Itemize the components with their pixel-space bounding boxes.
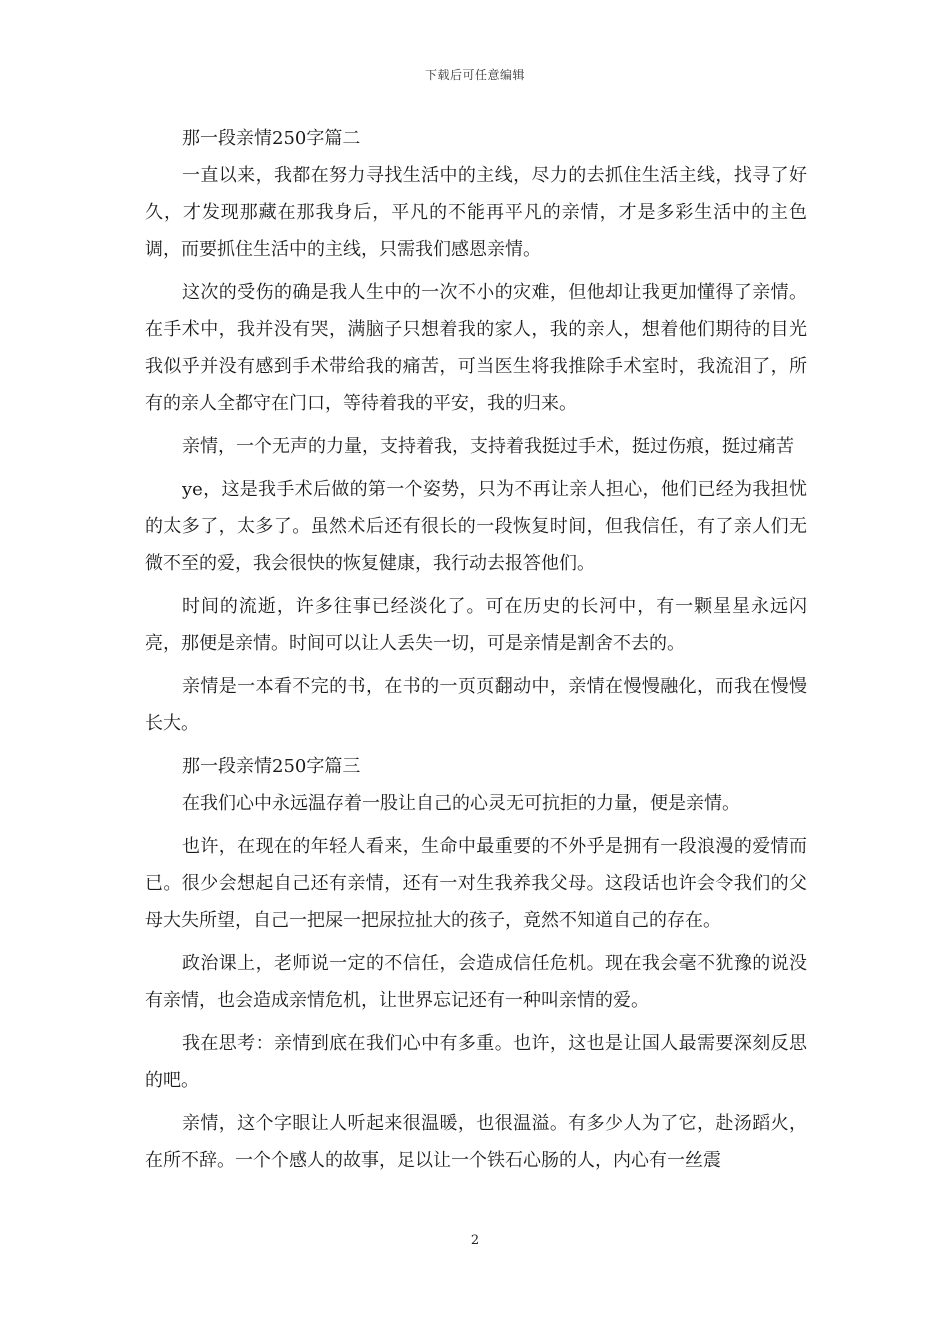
paragraph: 也许，在现在的年轻人看来，生命中最重要的不外乎是拥有一段浪漫的爱情而已。很少会想起自己还有亲情，还有一对生我养我父母。这段话也许会令我们的父母大失所望，自己一把屎一把尿拉扯大的孩子，竟然不知道自己的存在。 (145, 836, 807, 931)
page-number: 2 (470, 1233, 480, 1248)
paragraph: 政治课上，老师说一定的不信任，会造成信任危机。现在我会毫不犹豫的说没有亲情，也会造成亲情危机，让世界忘记还有一种叫亲情的爱。 (145, 953, 807, 1011)
paragraph: 这次的受伤的确是我人生中的一次不小的灾难，但他却让我更加懂得了亲情。在手术中，我并没有哭，满脑子只想着我的家人，我的亲人，想着他们期待的目光我似乎并没有感到手术带给我的痛苦，可当医生将我推除手术室时，我流泪了，所有的亲人全都守在门口，等待着我的平安，我的归来。 (145, 282, 807, 414)
paragraph: 在我们心中永远温存着一股让自己的心灵无可抗拒的力量，便是亲情。 (182, 793, 740, 814)
paragraph: ye，这是我手术后做的第一个姿势，只为不再让亲人担心，他们已经为我担忧的太多了，太多了。虽然术后还有很长的一段恢复时间，但我信任，有了亲人们无微不至的爱，我会很快的恢复健康，我行动去报答他们。 (145, 479, 807, 574)
paragraph: 亲情，这个字眼让人听起来很温暖，也很温溢。有多少人为了它，赴汤蹈火，在所不辞。一个个感人的故事，足以让一个铁石心肠的人，内心有一丝震 (145, 1113, 807, 1171)
paragraph: 我在思考：亲情到底在我们心中有多重。也许，这也是让国人最需要深刻反思的吧。 (145, 1033, 807, 1091)
section-heading: 那一段亲情250字篇三 (182, 756, 361, 777)
section-heading: 那一段亲情250字篇二 (182, 128, 361, 149)
page-header: 下载后可任意编辑 (424, 68, 525, 82)
paragraph: 时间的流逝，许多往事已经淡化了。可在历史的长河中，有一颗星星永远闪亮，那便是亲情。时间可以让人丢失一切，可是亲情是割舍不去的。 (145, 596, 807, 654)
paragraph: 一直以来，我都在努力寻找生活中的主线，尽力的去抓住生活主线，找寻了好久，才发现那藏在那我身后，平凡的不能再平凡的亲情，才是多彩生活中的主色调，而要抓住生活中的主线，只需我们感恩亲情。 (145, 165, 807, 260)
paragraph: 亲情是一本看不完的书，在书的一页页翻动中，亲情在慢慢融化，而我在慢慢长大。 (145, 676, 807, 734)
document-body (145, 120, 807, 1185)
paragraph: 亲情，一个无声的力量，支持着我，支持着我挺过手术，挺过伤痕，挺过痛苦 (182, 436, 794, 457)
